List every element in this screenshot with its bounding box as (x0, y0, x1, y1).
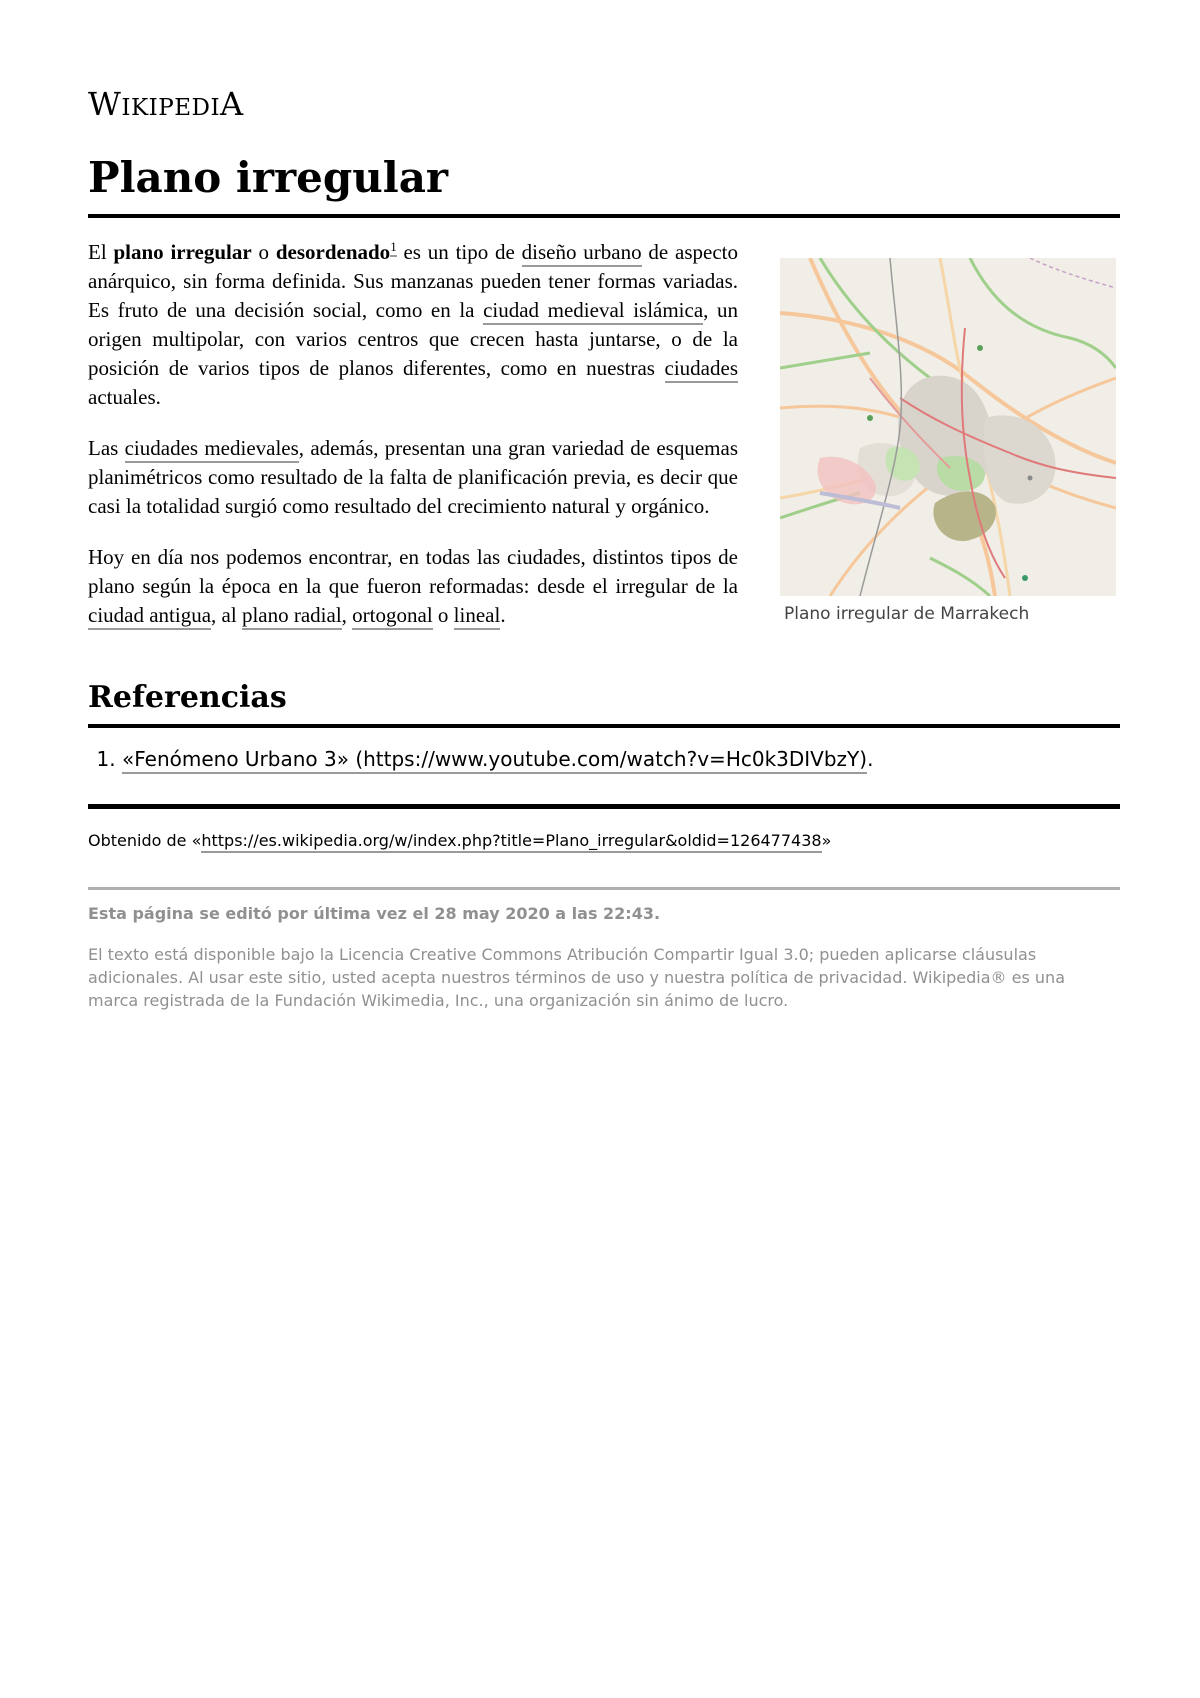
link-plano-radial[interactable]: plano radial (242, 603, 342, 630)
link-ciudad-antigua[interactable]: ciudad antigua (88, 603, 211, 630)
article-body (88, 238, 1120, 678)
footer-divider (88, 887, 1120, 890)
map-figure (780, 258, 1116, 624)
paragraph-3: Hoy en día nos podemos encontrar, en todas las ciudades, distintos tipos de plano según la época en la que fueron reformadas: desde el irregular de la ciudad antigua, al plano radial, ortogonal o lineal. (88, 543, 738, 630)
article-text (88, 238, 738, 630)
paragraph-1: El plano irregular o desordenado$^1$ es un tipo de diseño urbano de aspecto anárquico, sin forma definida. Sus manzanas pueden tener formas variadas. Es fruto de una decisión social, como en la ciudad medieval islámica, un origen multipolar, con varios centros que crecen hasta juntarse, o de la posición de varios tipos de planos diferentes, como en nuestras ciudades actuales. (88, 239, 739, 409)
link-ciudades[interactable]: ciudades (665, 356, 738, 383)
references-list (88, 744, 1120, 774)
reference-link-1[interactable]: 1 (390, 239, 397, 257)
divider (88, 804, 1120, 809)
link-ciudad-medieval-islamica[interactable]: ciudad medieval islámica (483, 298, 703, 325)
term-desordenado: desordenado (275, 240, 391, 264)
link-ciudades-medievales[interactable]: ciudades medievales (125, 436, 299, 463)
link-ortogonal[interactable]: ortogonal (352, 603, 432, 630)
reference-item: 1. «Fenómeno Urbano 3» (https://www.youtube.com/watch?v=Hc0k3DIVbzY). (122, 744, 1120, 774)
link-lineal[interactable]: lineal (454, 603, 501, 630)
retrieved-link[interactable]: https://es.wikipedia.org/w/index.php?title=Plano_irregular&oldid=126477438 (201, 831, 821, 853)
retrieved-from: Obtenido de «https://es.wikipedia.org/w/index.php?title=Plano_irregular&oldid=126477438» (88, 829, 1120, 853)
marrakech-map-image[interactable] (780, 258, 1116, 596)
wikipedia-logo[interactable]: WIKIPEDIA (88, 85, 244, 123)
paragraph-2: Las ciudades medievales, además, presentan una gran variedad de esquemas planimétricos como resultado de la falta de planificación previa, es decir que casi la totalidad surgió como resultado del crecimiento natural y orgánico. (88, 436, 738, 518)
term-plano-irregular: plano irregular (113, 240, 252, 264)
license-text: El texto está disponible bajo la Licencia Creative Commons Atribución Compartir Igual 3.0; pueden aplicarse cláusulas adicionales. Al usar este sitio, usted acepta nuestros términos de uso y nuestra política de privacidad. Wikipedia® es una marca registrada de la Fundación Wikimedia, Inc., una organización sin ánimo de lucro. (88, 945, 1065, 1010)
references-heading: Referencias (88, 678, 1120, 728)
page (88, 0, 1120, 1012)
reference-link-fenomeno-urbano[interactable]: «Fenómeno Urbano 3» (https://www.youtube.com/watch?v=Hc0k3DIVbzY) (122, 747, 867, 774)
last-edit-info: Esta página se editó por última vez el 28 may 2020 a las 22:43. (88, 904, 661, 923)
figure-caption: Plano irregular de Marrakech (784, 604, 1030, 624)
link-diseno-urbano[interactable]: diseño urbano (522, 240, 642, 267)
page-title: Plano irregular (88, 150, 1120, 218)
